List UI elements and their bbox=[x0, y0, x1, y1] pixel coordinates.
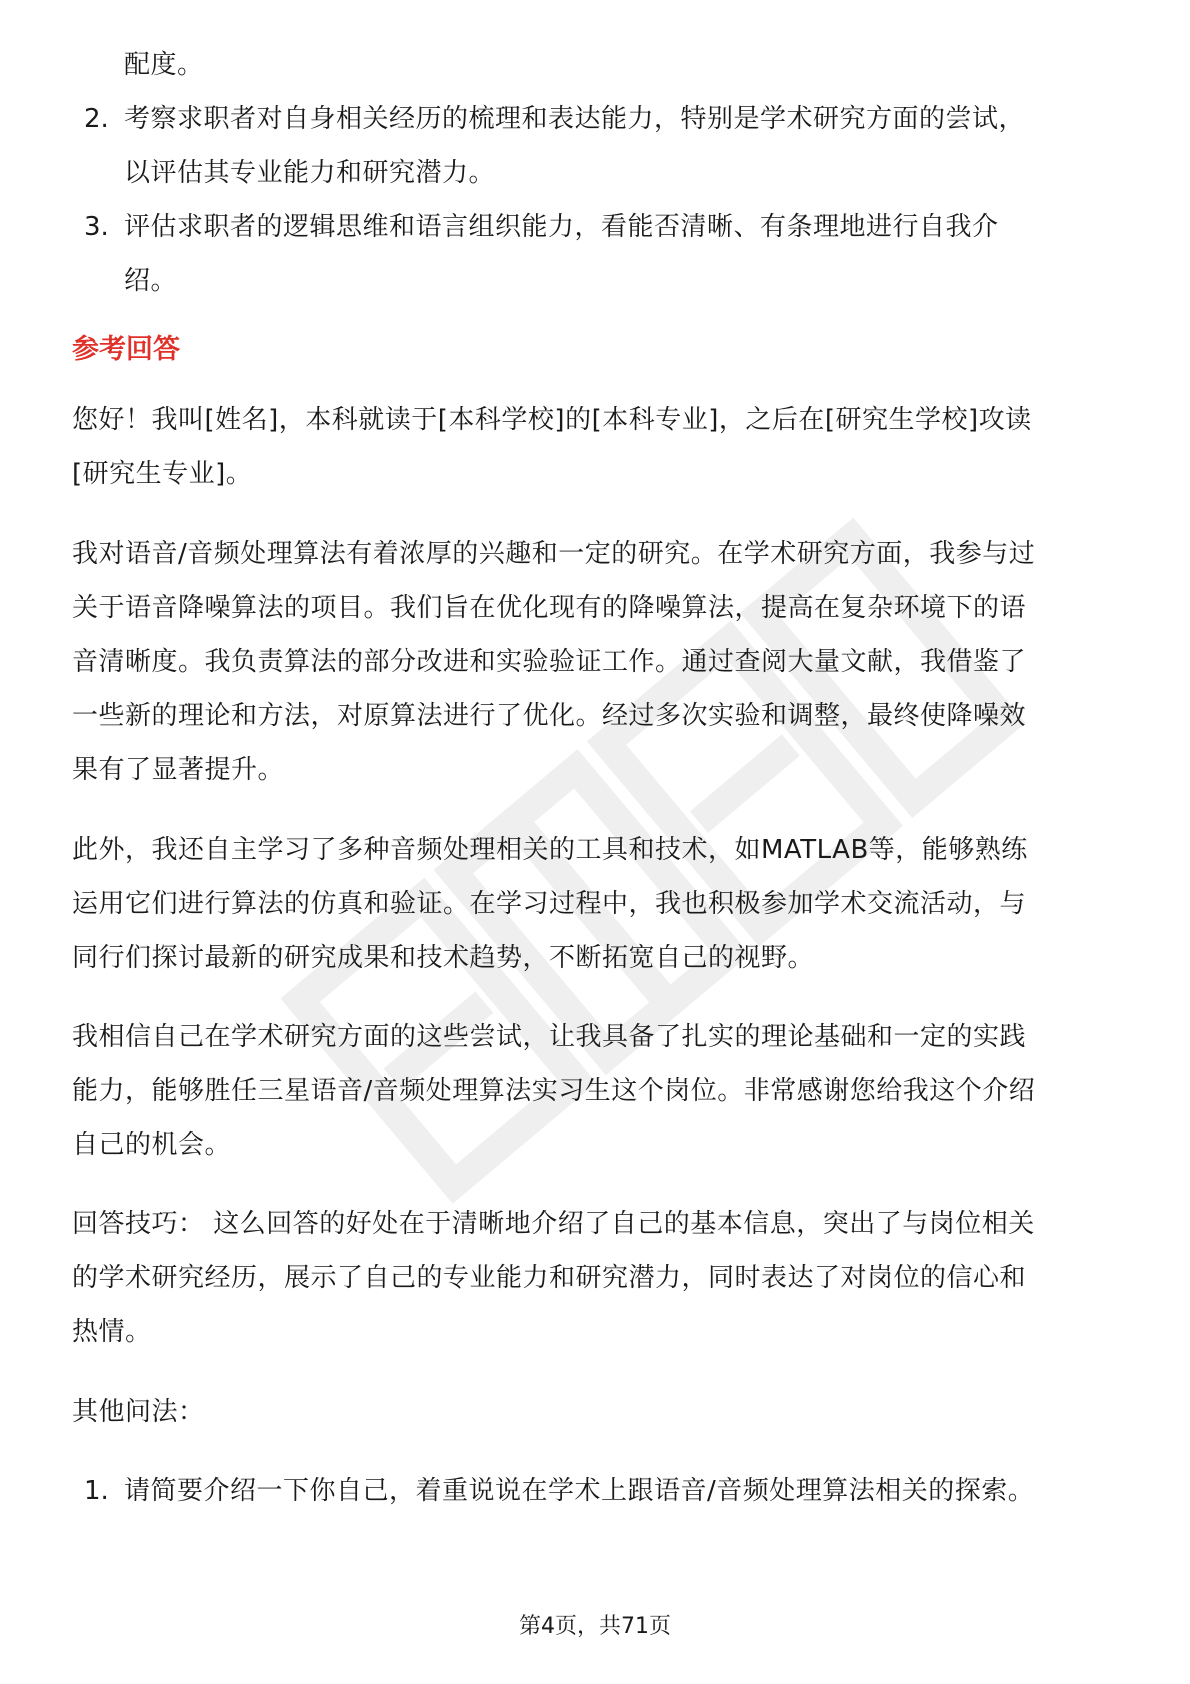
paragraph-3-line-1: 此外，我还自主学习了多种音频处理相关的工具和技术，如MATLAB等，能够熟练 bbox=[72, 835, 1028, 865]
paragraph-2-line-3: 音清晰度。我负责算法的部分改进和实验验证工作。通过查阅大量文献，我借鉴了 bbox=[72, 647, 1027, 677]
list-item-2-line-2: 以评估其专业能力和研究潜力。 bbox=[124, 158, 496, 188]
paragraph-4-line-3: 自己的机会。 bbox=[72, 1130, 232, 1160]
page-number-footer: 第4页，共71页 bbox=[519, 1614, 671, 1639]
list-item-3-line-1: 评估求职者的逻辑思维和语言组织能力，看能否清晰、有条理地进行自我介 bbox=[124, 212, 999, 242]
paragraph-2-line-1: 我对语音/音频处理算法有着浓厚的兴趣和一定的研究。在学术研究方面，我参与过 bbox=[72, 539, 1036, 569]
list-item-2-number: 2. bbox=[84, 104, 109, 134]
answer-tips-line-3: 热情。 bbox=[72, 1317, 152, 1347]
answer-tips-line-1: 回答技巧： 这么回答的好处在于清晰地介绍了自己的基本信息，突出了与岗位相关 bbox=[72, 1209, 1035, 1239]
paragraph-3-line-3: 同行们探讨最新的研究成果和技术趋势，不断拓宽自己的视野。 bbox=[72, 943, 815, 973]
paragraph-1-line-2: [研究生专业]。 bbox=[72, 459, 253, 489]
other-questions-heading: 其他问法： bbox=[72, 1397, 205, 1427]
other-question-1-number: 1. bbox=[84, 1476, 109, 1506]
paragraph-4-line-1: 我相信自己在学术研究方面的这些尝试，让我具备了扎实的理论基础和一定的实践 bbox=[72, 1022, 1027, 1052]
paragraph-2-line-2: 关于语音降噪算法的项目。我们旨在优化现有的降噪算法，提高在复杂环境下的语 bbox=[72, 593, 1027, 623]
list-item-3-line-2: 绍。 bbox=[124, 266, 178, 296]
paragraph-2-line-5: 果有了显著提升。 bbox=[72, 755, 285, 785]
list-item-2-line-1: 考察求职者对自身相关经历的梳理和表达能力，特别是学术研究方面的尝试， bbox=[124, 104, 1026, 134]
answer-tips-line-2: 的学术研究经历，展示了自己的专业能力和研究潜力，同时表达了对岗位的信心和 bbox=[72, 1263, 1027, 1293]
paragraph-3-line-2: 运用它们进行算法的仿真和验证。在学习过程中，我也积极参加学术交流活动，与 bbox=[72, 889, 1027, 919]
paragraph-2-line-4: 一些新的理论和方法，对原算法进行了优化。经过多次实验和调整，最终使降噪效 bbox=[72, 701, 1027, 731]
list-item-1-tail: 配度。 bbox=[124, 50, 204, 80]
list-item-3-number: 3. bbox=[84, 212, 109, 242]
paragraph-1-line-1: 您好！我叫[姓名]，本科就读于[本科学校]的[本科专业]，之后在[研究生学校]攻读 bbox=[72, 405, 1032, 435]
paragraph-4-line-2: 能力，能够胜任三星语音/音频处理算法实习生这个岗位。非常感谢您给我这个介绍 bbox=[72, 1076, 1036, 1106]
reference-answer-heading: 参考回答 bbox=[72, 334, 180, 365]
other-question-1-text: 请简要介绍一下你自己，着重说说在学术上跟语音/音频处理算法相关的探索。 bbox=[124, 1476, 1035, 1506]
